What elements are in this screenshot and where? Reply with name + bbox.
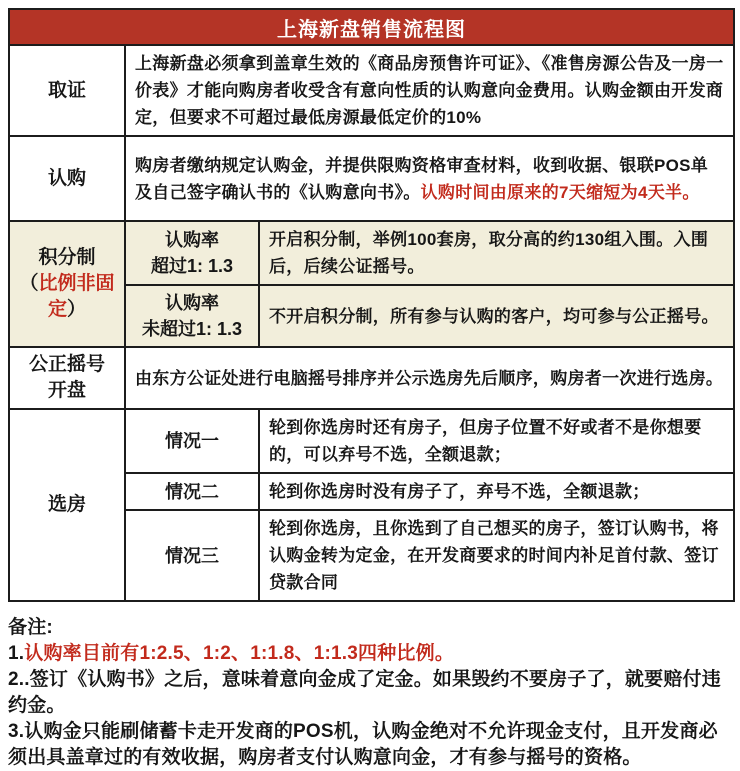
jifen-case2-cond-line2: 未超过1: 1.3	[141, 319, 243, 339]
yaohao-label-line1: 公正摇号	[28, 354, 105, 375]
row-label-quzheng: 取证	[9, 45, 125, 136]
jifenzhi-sublabel-red: 比例非固定	[38, 273, 115, 320]
rengou-text-black: 购房者缴纳规定认购金，并提供限购资格审查材料，收到收据、银联POS单及自己签字确认书的《认购意向书》。	[135, 155, 709, 202]
note-1-prefix: 1.	[8, 643, 25, 664]
table-row-xuanfang-case1	[9, 409, 734, 473]
table-row-quzheng	[9, 45, 734, 136]
table-row-rengou	[9, 136, 734, 221]
jifenzhi-paren-close: ）	[67, 299, 87, 320]
jifen-case2-condition	[125, 285, 259, 347]
yaohao-label-line2: 开盘	[47, 380, 86, 401]
jifenzhi-label: 积分制	[38, 247, 96, 268]
jifen-case2-text: 不开启积分制，所有参与认购的客户，均可参与公正摇号。	[259, 285, 734, 347]
note-item-2: 2..签订《认购书》之后，意味着意向金成了定金。如果毁约不要房子了，就要赔付违约金。	[8, 669, 721, 716]
row-label-yaohao	[9, 347, 125, 409]
rengou-text	[125, 136, 734, 221]
note-item-1	[8, 641, 733, 667]
row-label-rengou: 认购	[9, 136, 125, 221]
jifen-case2-cond-line1: 认购率	[165, 293, 219, 313]
sales-process-table	[8, 8, 735, 602]
page-title: 上海新盘销售流程图	[9, 9, 734, 45]
yaohao-text: 由东方公证处进行电脑摇号排序并公示选房先后顺序，购房者一次进行选房。	[125, 347, 734, 409]
row-label-xuanfang: 选房	[9, 409, 125, 601]
jifenzhi-paren-open: （	[19, 273, 39, 294]
jifenzhi-sublabel	[12, 271, 122, 323]
note-1-red-text: 认购率目前有1:2.5、1:2、1:1.8、1:1.3四种比例。	[24, 643, 455, 664]
xuanfang-case3-text: 轮到你选房，且你选到了自己想买的房子，签订认购书，将认购金转为定金，在开发商要求的时间内补足首付款、签订贷款合同	[259, 510, 734, 601]
table-header-row	[9, 9, 734, 45]
jifen-case1-cond-line2: 超过1: 1.3	[150, 256, 234, 276]
jifen-case1-cond-line1: 认购率	[165, 230, 219, 250]
jifen-case1-text: 开启积分制，举例100套房，取分高的约130组入围。入围后，后续公证摇号。	[259, 221, 734, 285]
notes-heading: 备注:	[8, 617, 53, 638]
notes-section	[8, 615, 733, 771]
table-row-jifenzhi-case1	[9, 221, 734, 285]
xuanfang-case2-label: 情况二	[125, 473, 259, 510]
quzheng-text: 上海新盘必须拿到盖章生效的《商品房预售许可证》、《准售房源公告及一房一价表》才能向购房者收受含有意向性质的认购意向金费用。认购金额由开发商定，但要求不可超过最低房源最低定价的10%	[125, 45, 734, 136]
xuanfang-case3-label: 情况三	[125, 510, 259, 601]
table-row-yaohao	[9, 347, 734, 409]
jifen-case1-condition	[125, 221, 259, 285]
xuanfang-case1-label: 情况一	[125, 409, 259, 473]
xuanfang-case2-text: 轮到你选房时没有房子了，弃号不选，全额退款；	[259, 473, 734, 510]
rengou-text-red: 认购时间由原来的7天缩短为4天半。	[420, 182, 700, 202]
row-label-jifenzhi	[9, 221, 125, 347]
note-item-3: 3.认购金只能刷储蓄卡走开发商的POS机，认购金绝对不允许现金支付，且开发商必须出具盖章过的有效收据，购房者支付认购意向金，才有参与摇号的资格。	[8, 721, 718, 768]
xuanfang-case1-text: 轮到你选房时还有房子，但房子位置不好或者不是你想要的，可以弃号不选，全额退款；	[259, 409, 734, 473]
